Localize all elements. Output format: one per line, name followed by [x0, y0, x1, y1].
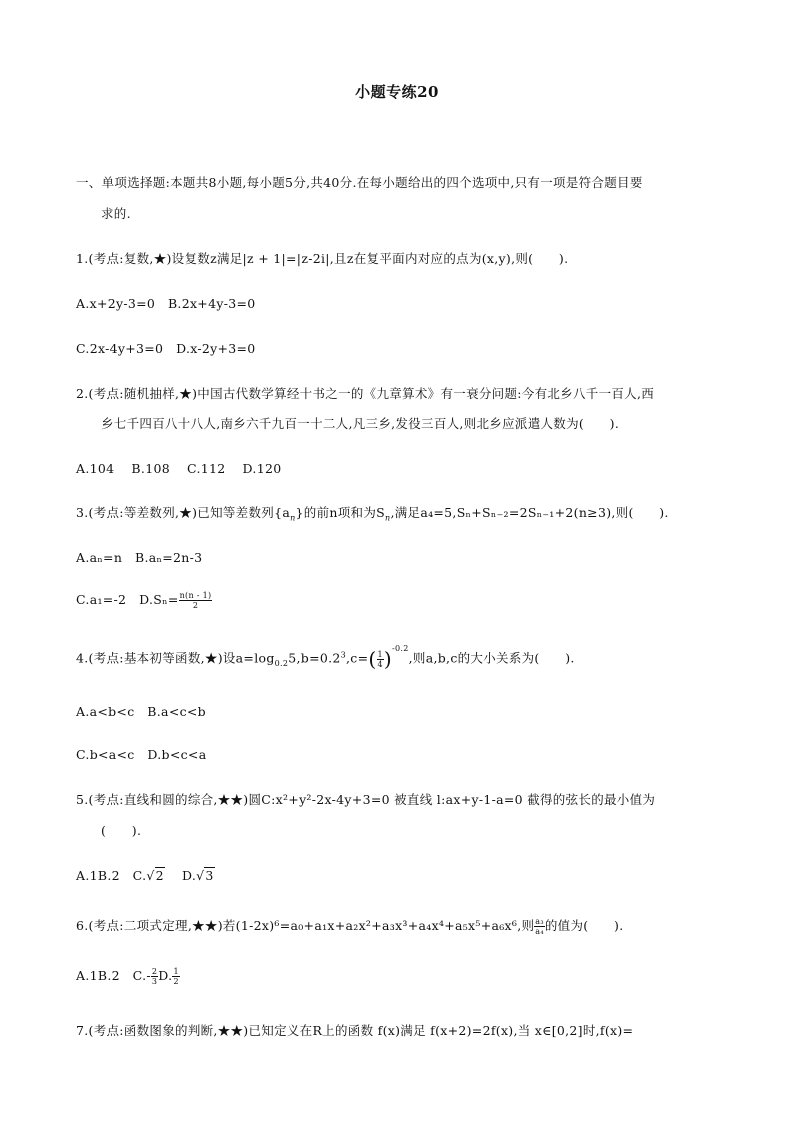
question-3-fraction	[179, 591, 213, 610]
question-5-continued: ( ).	[101, 823, 142, 838]
question-3: 3.(考点:等差数列,★)已知等差数列$\{a_n\}$的前n项和为$S_n$,满足a₄=5,Sₙ+Sₙ₋₂=2Sₙ₋₁+2(n≥3),则( ).	[76, 505, 669, 523]
fraction-denominator: 4	[377, 659, 383, 669]
page-title: 小题专练20	[355, 83, 439, 101]
question-3-mid: }的前n项和为S	[295, 505, 385, 520]
question-7: 7.(考点:函数图象的判断,★★)已知定义在R上的函数 f(x)满足 f(x+2)=2f(x),当 x∈[0,2]时,f(x)=	[76, 1023, 634, 1038]
question-4-rest: ,则a,b,c的大小关系为( ).	[408, 650, 575, 666]
question-3-option-c: C.a₁=-2 D.Sₙ=	[76, 592, 179, 607]
question-1: 1.(考点:复数,★)设复数z满足|z + 1|=|z-2i|,且z在复平面内对应的点为(x,y),则( ).	[76, 251, 569, 266]
fraction-numerator: 2	[151, 967, 158, 976]
question-1-options-ab: A.x+2y-3=0 B.2x+4y-3=0	[76, 296, 256, 311]
fraction-denominator: 2	[192, 601, 199, 610]
question-2: 2.(考点:随机抽样,★)中国古代数学算经十书之一的《九章算术》有一衰分问题:今有北乡八千一百人,西	[76, 386, 655, 401]
fraction-denominator: 3	[151, 977, 158, 986]
log-base: 0.2	[274, 659, 289, 668]
question-4	[76, 644, 575, 671]
fraction-numerator: 1	[377, 649, 383, 659]
question-5-option-d: D.	[164, 868, 197, 883]
question-4-mid: 5,b=0.2	[288, 650, 341, 666]
question-4-prefix: 4.(考点:基本初等函数,★)设a=log	[76, 650, 275, 666]
question-6-prefix: 6.(考点:二项式定理,★★)若(1-2x)⁶=a₀+a₁x+a₂x²+a₃x³+a₄x⁴+a₅x⁵+a₆x⁶,则	[76, 918, 535, 933]
sqrt-2: √2	[146, 868, 164, 883]
section-heading: 一、单项选择题:本题共8小题,每小题5分,共40分.在每小题给出的四个选项中,只有一项是符合题目要	[76, 175, 643, 190]
question-6-option-d: D.	[158, 968, 173, 983]
question-6-fraction	[534, 917, 545, 936]
radicand: 2	[155, 868, 164, 883]
section-heading-continued: 求的.	[101, 206, 131, 221]
question-4-options-cd: C.b<a<c D.b<c<a	[76, 747, 207, 762]
fraction-numerator: 1	[173, 967, 179, 976]
question-2-options: A.104 B.108 C.112 D.120	[76, 461, 282, 476]
question-3-prefix: 3.(考点:等差数列,★)已知等差数列{a	[76, 505, 291, 520]
question-6-options	[76, 966, 180, 986]
question-6-options-abc: A.1B.2 C.-	[76, 968, 151, 983]
fraction-denominator: 2	[173, 977, 179, 986]
question-4-fraction	[377, 650, 384, 669]
question-3-options-cd	[76, 590, 212, 610]
question-1-options-cd: C.2x-4y+3=0 D.x-2y+3=0	[76, 341, 256, 356]
question-5-options	[76, 866, 215, 884]
question-6	[76, 916, 624, 936]
question-2-continued: 乡七千四百八十八人,南乡六千九百一十二人,凡三乡,发役三百人,则北乡应派遣人数为( ).	[101, 416, 620, 431]
option-d-fraction	[172, 967, 179, 986]
question-5-options-ab: A.1B.2 C.	[76, 868, 147, 883]
question-4-options-ab: A.a<b<c B.a<c<b	[76, 704, 206, 719]
c-exponent: -0.2	[392, 644, 409, 654]
right-paren: )	[383, 647, 392, 671]
question-3-rest: ,满足a₄=5,Sₙ+Sₙ₋₂=2Sₙ₋₁+2(n≥3),则( ).	[390, 505, 669, 520]
fraction-denominator: a₄	[535, 927, 544, 936]
question-6-rest: 的值为( ).	[544, 918, 624, 933]
question-4-c: ,c=	[346, 650, 369, 666]
fraction-numerator: n(n - 1)	[179, 591, 212, 600]
b-exponent: 3	[340, 650, 347, 660]
question-5: 5.(考点:直线和圆的综合,★★)圆C:x²+y²-2x-4y+3=0 被直线 l:ax+y-1-a=0 截得的弦长的最小值为	[76, 792, 656, 807]
question-3-options-ab: A.aₙ=n B.aₙ=2n-3	[76, 550, 203, 565]
radicand: 3	[205, 868, 214, 883]
fraction-numerator: a₃	[535, 917, 544, 926]
left-paren: (	[368, 647, 377, 671]
sqrt-3: √3	[196, 868, 214, 883]
